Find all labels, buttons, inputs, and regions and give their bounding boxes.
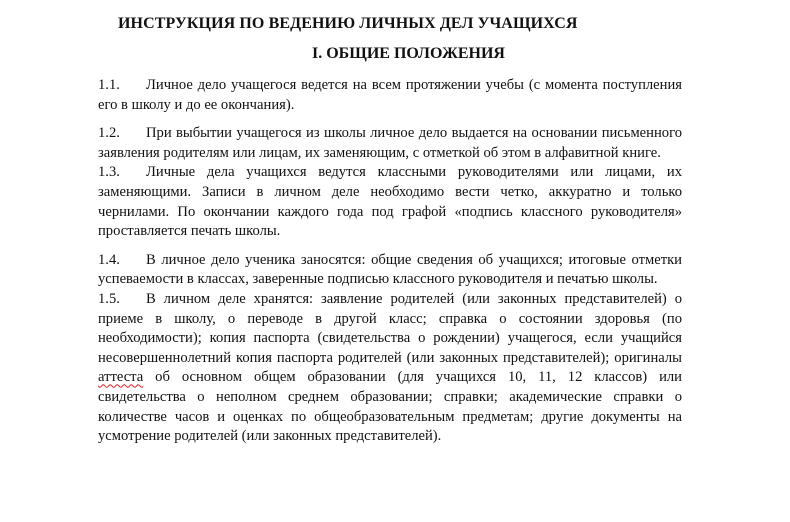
spellcheck-flagged-word[interactable]: аттеста: [98, 369, 144, 386]
paragraph-number: 1.5.: [98, 290, 120, 307]
paragraph-1-3: [98, 163, 682, 241]
section-title: I. ОБЩИЕ ПОЛОЖЕНИЯ: [312, 45, 505, 62]
paragraph-number: 1.4.: [98, 251, 120, 268]
document-body: [98, 76, 682, 447]
paragraph-1-5: [98, 290, 682, 447]
paragraph-text-before: В личном деле хранятся: заявление родителей (или законных представителей) о приеме в школу, о переводе в другой класс; справка о состоянии здоровья (по необходимости); копия паспорта (свидетельства о рождении) учащегося, если учащийся несовершеннолетний копия паспорта родителей (или законных представителей); оригиналы: [98, 290, 682, 366]
paragraph-text: При выбытии учащегося из школы личное дело выдается на основании письменного заявления родителям или лицам, их заменяющим, с отметкой об этом в алфавитной книге.: [98, 125, 682, 161]
paragraph-text: В личное дело ученика заносятся: общие сведения об учащихся; итоговые отметки успеваемости в классах, заверенные подписью классного руководителя и печатью школы.: [98, 251, 682, 288]
paragraph-text-after: об основном общем образовании (для учащихся 10, 11, 12 классов) или свидетельства о неполном среднем образовании; справки; академические справки о количестве часов и оценках по общеобразовательным предметам; другие документы на усмотрение родителей (или законных представителей).: [98, 369, 682, 445]
document-title: ИНСТРУКЦИЯ ПО ВЕДЕНИЮ ЛИЧНЫХ ДЕЛ УЧАЩИХСЯ: [118, 15, 578, 32]
paragraph-number: 1.2.: [98, 125, 120, 142]
paragraph-number: 1.1.: [98, 77, 120, 93]
paragraph-text: Личные дела учащихся ведутся классными руководителями или лицами, их заменяющими. Записи в личном деле необходимо вести четко, аккуратно и только чернилами. По окончании каждого года под графой «подпись классного руководителя» проставляется печать школы.: [98, 164, 682, 240]
paragraph-text: Личное дело учащегося ведется на всем протяжении учебы (с момента поступления его в школу и до ее окончания).: [98, 77, 682, 113]
paragraph-1-2: [98, 124, 682, 163]
paragraph-1-1: [98, 76, 682, 115]
paragraph-1-4: [98, 251, 682, 290]
paragraph-number: 1.3.: [98, 164, 120, 181]
